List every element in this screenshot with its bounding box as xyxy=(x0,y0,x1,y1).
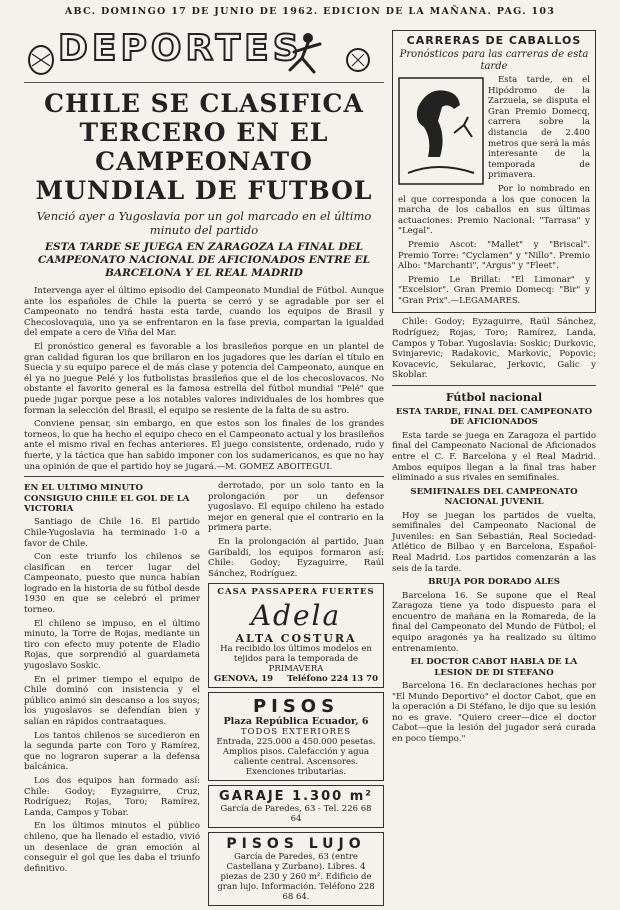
runner-icon xyxy=(268,30,378,78)
races-paragraph: Por lo nombrado en el que corresponda a los que conocen la marcha de los caballos en sus últimas actuaciones: Premio Nacional: "Tarrasa" y "Legal". xyxy=(398,183,590,237)
garaje-ad xyxy=(208,785,384,828)
lead-paragraph: Intervenga ayer el último episodio del Campeonato Mundial de Fútbol. Aunque ante los españoles de Chile la puerta se cerró y se agradable por ser el Campeonato no tendrá hasta esta tarde, cuando los equipos de Brasil y Checoslovaquia, uno ya se enfrentaron en la fase previa, compartan la igualdad del empate a cero de Viña del Mar. xyxy=(24,286,384,339)
article-paragraph: Hoy se juegan los partidos de vuelta, semifinales del Campeonato Nacional de Juveniles: en San Sebastián, Real Sociedad-Atlético de Bilbao y en Barcelona, Español-Real Madrid. Los partidos comenzarán a las seis de la tarde. xyxy=(392,510,596,574)
pisos-lujo-ad xyxy=(208,832,384,906)
horse-icon xyxy=(398,77,484,185)
ads-column xyxy=(208,481,384,910)
running-head: ABC. DOMINGO 17 DE JUNIO DE 1962. EDICION DE LA MAÑANA. PAG. 103 xyxy=(64,6,556,17)
lead-headline: CHILE SE CLASIFICA TERCERO EN EL CAMPEONATO MUNDIAL DE FUTBOL xyxy=(35,89,373,205)
races-title: CARRERAS DE CABALLOS xyxy=(406,34,582,47)
lineups-paragraph: Chile: Godoy; Eyzaguirre, Raúl Sánchez, Rodríguez; Rojas, Toro; Ramírez, Landa, Campos y Tobar. Yugoslavia: Soskic; Durkovic, Svinjarevic; Radakovic, Markovic, Popovic; Kovacevic, Sekularac, Jerkovic, Galic y Skoblar. xyxy=(392,317,596,381)
lower-columns xyxy=(24,481,384,910)
horse-racing-box xyxy=(392,30,596,313)
article-paragraph: Los dos equipos han formado así: Chile: Godoy; Eyzaguirre, Cruz, Rodríguez; Rojas, Toro; Ramírez, Landa, Campos y Tobar. xyxy=(24,775,200,818)
article-heading: BRUJA POR DORADO ALES xyxy=(428,577,560,588)
ad-title: PISOS LUJO xyxy=(226,836,366,853)
article-paragraph: Santiago de Chile 16. El partido Chile-Yugoslavia ha terminado 1-0 a favor de Chile. xyxy=(24,517,200,549)
ad-contact xyxy=(214,674,378,684)
ad-shop-name: CASA PASSAPERA FUERTES xyxy=(217,587,375,598)
ad-address: GENOVA, 19 xyxy=(214,674,274,685)
article-heading: SEMIFINALES DEL CAMPEONATO NACIONAL JUVENIL xyxy=(410,486,578,508)
ad-text: Ha recibido los últimos modelos en tejidos para la temporada de PRIMAVERA xyxy=(220,644,372,675)
right-column xyxy=(392,30,596,748)
masthead-word: DEPORTES xyxy=(58,28,303,69)
ball-icon xyxy=(347,49,369,71)
lead-paragraph: Conviene pensar, sin embargo, en que estos son los finales de los grandes torneos, lo que ha hecho el equipo checo en el Campeonato actual y los brasileños ante el mismo rival en fechas anteriores. El juego consistente, ordenado, rudo y fuerte, y la táctica que han sabido imponer con los sudamericanos, es que no hay una opinión de que el partido hoy se jugará.—M. GOMEZ ABOITEGUI. xyxy=(24,419,384,472)
lead-deck: Venció ayer a Yugoslavia por un gol marcado en el último minuto del partido xyxy=(36,209,372,237)
divider xyxy=(24,476,384,477)
pisos-ad xyxy=(208,692,384,781)
article-paragraph: En el primer tiempo el equipo de Chile dominó con insistencia y el público animó sin descanso a los suyos; los yugoslavos se defendían bien y salían en rápidos contraataques. xyxy=(24,674,200,727)
article-paragraph: El chileno se impuso, en el último minuto, la Torre de Rojas, mediante un tiro con efecto muy potente de Eladio Rojas, que sorprendió al guardameta yugoslavo Soskic. xyxy=(24,618,200,672)
sports-main-column xyxy=(24,24,384,910)
article-paragraph: En los últimos minutos el público chileno, que ha llenado el estadio, vivió un desenlace de gran emoción al conseguir el gol que les daba el triunfo definitivo. xyxy=(24,821,200,874)
ad-text: García de Paredes, 63 (entre Castellana y Zurbano). Libres. 4 piezas de 230 y 260 m². Edificio de gran lujo. Información. Teléfono 228 68 64. xyxy=(217,852,375,903)
races-paragraph: Premio Le Brillat: "El Limonar" y "Excelsior". Gran Premio Domecq: "Bir" y "Gran Prix".—LEGAMARES. xyxy=(398,274,590,306)
last-minute-article xyxy=(24,481,200,910)
lead-paragraph: El pronóstico general es favorable a los brasileños porque en un plantel de gran calidad figuran los que brillaron en los jugadores que les darían el título en Suecia y su equipo parece el de más clase y potencia del Campeonato, aunque en él ya no juegue Pelé y los futbolistas brasileños que el de los checoslovacos. No obstante el favorito general es la famosa estrella del fútbol mundial "Pelé" que puede jugar porque pese a los notables valores individuales de los hombres que forman la selección del Brasil, el equipo se resiente de la falta de su astro. xyxy=(24,341,384,416)
article-heading: EL DOCTOR CABOT HABLA DE LA LESION DE DI STEFANO xyxy=(410,657,578,678)
article-heading: ESTA TARDE, FINAL DEL CAMPEONATO DE AFICIONADOS xyxy=(395,407,593,428)
tailor-ad xyxy=(208,583,384,688)
article-paragraph: Con este triunfo los chilenos se clasifican en tercer lugar del Campeonato, puesto que nunca habían logrado en la historia de su fútbol desde 1930 en que se celebró el primer torneo. xyxy=(24,552,200,616)
divider xyxy=(392,385,596,386)
article-paragraph: Los tantos chilenos se sucedieron en la segunda parte con Toro y Ramírez, que no lograron superar a la defensa balcánica. xyxy=(24,730,200,773)
continued-paragraph: derrotado, por un solo tanto en la prolongación por un defensor yugoslavo. El equipo chileno ha estado mejor en general que el contrario en la primera parte. xyxy=(208,481,384,534)
lead-subhead: ESTA TARDE SE JUEGA EN ZARAGOZA LA FINAL DEL CAMPEONATO NACIONAL DE AFICIONADOS ENTRE EL BARCELONA Y EL REAL MADRID xyxy=(37,241,370,279)
article-paragraph: Esta tarde se juega en Zaragoza el partido final del Campeonato Nacional de Aficionados entre el C. F. Barcelona y el Real Madrid. Ambos equipos llegan a la final tras haber eliminado a sus rivales en semifinales. xyxy=(392,430,596,484)
ad-phone: Teléfono 224 13 70 xyxy=(287,674,378,685)
ad-script-logo: Adela xyxy=(250,599,342,633)
section-title: Fútbol nacional xyxy=(445,391,543,405)
article-paragraph: Barcelona 16. En declaraciones hechas por "El Mundo Deportivo" el doctor Cabot, que en la operación a Di Stéfano, le dijo que su lesión no es grave. "Quiero creer—dice el doctor Cabot—que la lesión del jugador será curada en poco tiempo." xyxy=(392,680,596,744)
ad-title: ALTA COSTURA xyxy=(235,632,357,646)
ad-address: Plaza República Ecuador, 6 xyxy=(223,716,369,728)
races-paragraph: Premio Ascot: "Mallet" y "Briscal". Premio Torre: "Cyclamen" y "Nillo". Premio Albo: "Marchanti", "Argus" y "Fleet". xyxy=(398,239,590,272)
ad-text: Entrada, 225.000 a 450.000 pesetas. Amplios pisos. Calefacción y agua caliente central. Ascensores. Exenciones tributarias. xyxy=(216,737,376,778)
races-subtitle: Pronósticos para las carreras de esta tarde xyxy=(399,49,589,72)
football-icon xyxy=(26,40,56,76)
article-paragraph: Barcelona 16. Se supone que el Real Zaragoza tiene ya todo dispuesto para el encuentro de mañana en la Romareda, de la final del Campeonato del Mundo de Fútbol; el equipo aragonés ya ha realizado su último entrenamiento. xyxy=(392,590,596,654)
article-heading: EN EL ULTIMO MINUTO CONSIGUIO CHILE EL GOL DE LA VICTORIA xyxy=(24,483,190,514)
races-paragraph: Esta tarde, en el Hipódromo de la Zarzuela, se disputa el Gran Premio Domecq, carrera sobre la distancia de 2.400 metros que será la más interesante de la temporada de primavera. xyxy=(488,75,590,181)
continued-paragraph: En la prolongación al partido, Juan Garibaldi, los equipos formaron así: Chile: Godoy; Eyzaguirre, Raúl Sánchez, Rodríguez. xyxy=(208,537,384,579)
ad-text: García de Paredes, 63 - Tel. 226 68 64 xyxy=(220,804,372,825)
sports-masthead xyxy=(24,24,384,83)
ad-title: PISOS xyxy=(252,696,340,718)
ad-title: GARAJE 1.300 m² xyxy=(219,789,373,805)
ad-subtitle: TODOS EXTERIORES xyxy=(240,727,352,738)
